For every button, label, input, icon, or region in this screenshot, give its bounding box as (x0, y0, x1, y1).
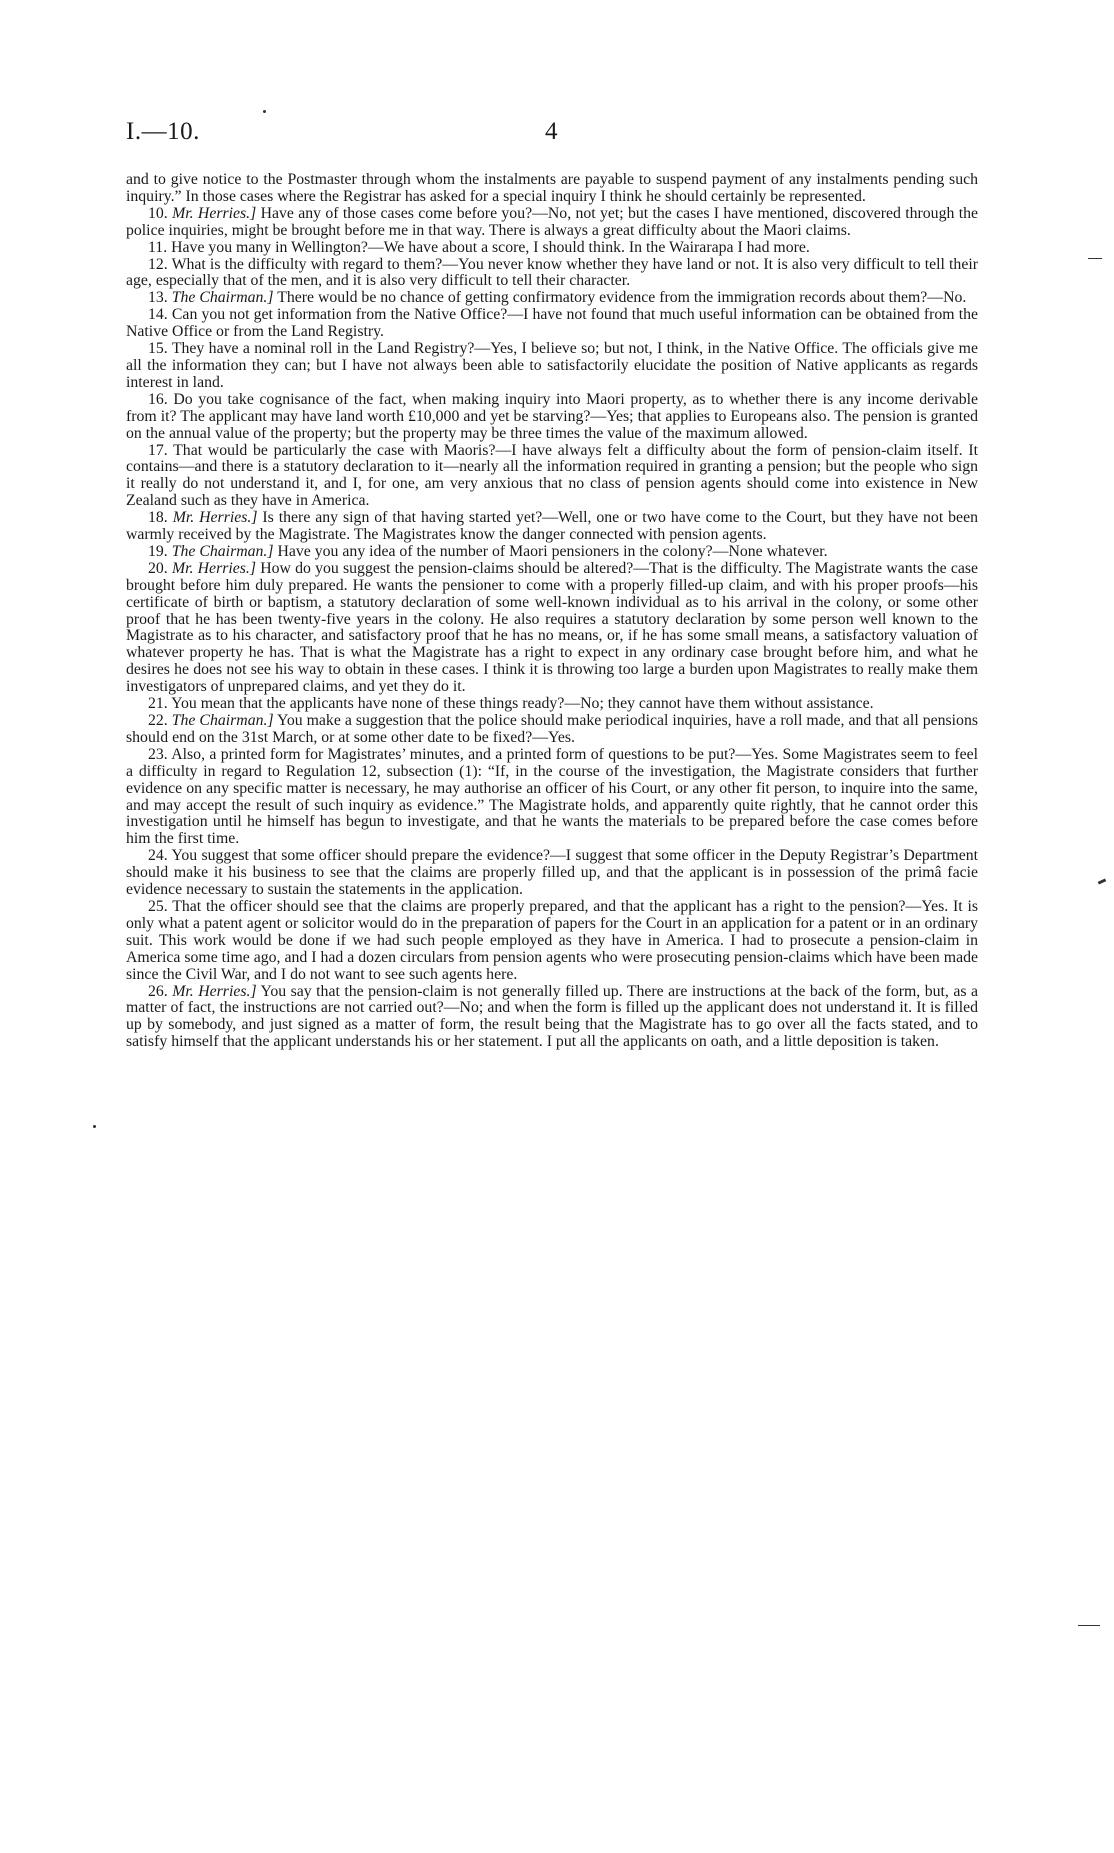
paragraph-10: 10. Mr. Herries.] Have any of those cases come before you?—No, not yet; but the cases I have mentioned, discovered through the police inquiries, might be brought before me in that way. There is always a great difficulty about the Maori claims. (126, 204, 978, 239)
speaker-label: The Chairman.] (171, 289, 274, 307)
page-header-ref: I.—10. (126, 118, 200, 145)
paragraph-24: 24. You suggest that some officer should prepare the evidence?—I suggest that some officer in the Deputy Registrar’s Department should make it his business to see that the claims are properly filled up, and that the applicant is in possession of the primâ facie evidence necessary to sustain the statements in the application. (126, 847, 978, 899)
paragraph-15: 15. They have a nominal roll in the Land Registry?—Yes, I believe so; but not, I think, in the Native Office. The officials give me all the information they can; but I have not always been able to satisfactorily elucidate the position of Native applicants as regards interest in land. (126, 340, 978, 391)
paragraph-16: 16. Do you take cognisance of the fact, when making inquiry into Maori property, as to whether there is any income derivable from it? The applicant may have land worth £10,000 and yet be starving?—Yes; that applies to Europeans also. The pension is granted on the annual value of the property; but the property may be three times the value of the maximum allowed. (126, 390, 978, 442)
speaker-label: Mr. Herries.] (172, 204, 257, 222)
paragraph-continued: and to give notice to the Postmaster through whom the instalments are payable to suspend payment of any instalments pending such inquiry.” In those cases where the Registrar has asked for a special inquiry I think he should certainly be represented. (126, 171, 978, 205)
scan-speck (263, 110, 266, 113)
scan-speck (93, 1125, 96, 1128)
scan-speck (1078, 1625, 1100, 1626)
scan-speck (1098, 878, 1107, 884)
speaker-label: The Chairman.] (171, 712, 274, 729)
paragraph-13: 13. The Chairman.] There would be no chance of getting confirmatory evidence from the immigration records about them?—No. (148, 289, 967, 307)
paragraph-22: 22. The Chairman.] You make a suggestion that the police should make periodical inquiries, have a roll made, and that all pensions should end on the 31st March, or at some other date to be fixed?—Yes. (126, 712, 978, 746)
paragraph-18: 18. Mr. Herries.] Is there any sign of that having started yet?—Well, one or two have come to the Court, but they have not been warmly received by the Magistrate. The Magistrates know the danger connected with pension agents. (126, 509, 978, 544)
paragraph-19: 19. The Chairman.] Have you any idea of the number of Maori pensioners in the colony?—None whatever. (148, 542, 828, 560)
scan-speck (1088, 258, 1102, 259)
paragraph-12: 12. What is the difficulty with regard to them?—You never know whether they have land or not. It is also very difficult to tell their age, especially that of the men, and it is also very difficult to tell their character. (126, 255, 978, 290)
speaker-label: Mr. Herries.] (171, 559, 257, 577)
paragraph-14: 14. Can you not get information from the Native Office?—I have not found that much useful information can be obtained from the Native Office or from the Land Registry. (126, 306, 978, 341)
speaker-label: Mr. Herries.] (172, 982, 257, 1000)
speaker-label: Mr. Herries.] (172, 509, 258, 527)
document-body (126, 172, 978, 1051)
paragraph-11: 11. Have you many in Wellington?—We have about a score, I should think. In the Wairarapa I had more. (148, 238, 810, 256)
paragraph-17: 17. That would be particularly the case with Maoris?—I have always felt a difficulty about the form of pension-claim itself. It contains—and there is a statutory declaration to it—nearly all the information required in granting a pension; but the people who sign it really do not understand it, and I, for one, am very anxious that no class of pension agents should come into existence in New Zealand such as they have in America. (126, 441, 978, 510)
paragraph-21: 21. You mean that the applicants have none of these things ready?—No; they cannot have them without assistance. (148, 695, 874, 713)
paragraph-26: 26. Mr. Herries.] You say that the pension-claim is not generally filled up. There are instructions at the back of the form, but, as a matter of fact, the instructions are not carried out?—No; and when the form is filled up the applicant does not understand it. It is filled up by somebody, and just signed as a matter of form, the result being that the Magistrate has to go over all the facts stated, and to satisfy himself that the applicant understands his or her statement. I put all the applicants on oath, and a little deposition is taken. (126, 982, 978, 1051)
paragraph-20: 20. Mr. Herries.] How do you suggest the pension-claims should be altered?—That is the difficulty. The Magistrate wants the case brought before him duly prepared. He wants the pensioner to come with a properly filled-up claim, and with his proper proofs—his certificate of birth or baptism, a statutory declaration of some well-known individual as to his arrival in the colony, or some other proof that he has been twenty-five years in the colony. He also requires a statutory declaration by some person well known to the Magistrate as to his character, and satisfactory proof that he has no means, or, if he has some small means, a satisfactory valuation of whatever property he has. That is what the Magistrate has a right to expect in any ordinary case brought before him, and what he desires he does not see his way to obtain in these cases. I think it is throwing too large a burden upon Magistrates to really make them investigators of unprepared claims, and yet they do it. (126, 559, 979, 696)
paragraph-23: 23. Also, a printed form for Magistrates’ minutes, and a printed form of questions to be put?—Yes. Some Magistrates seem to feel a difficulty in regard to Regulation 12, subsection (1): “If, in the course of the investigation, the Magistrate considers that further evidence on any specific matter is necessary, he may authorise an officer of his Court, or any other fit person, to inquire into the same, and may accept the result of such inquiry as evidence.” The Magistrate holds, and apparently quite rightly, that he cannot order this investigation until he himself has begun to investigate, and that he wants the materials to be prepared before the case comes before him the first time. (126, 745, 978, 848)
paragraph-25: 25. That the officer should see that the claims are properly prepared, and that the applicant has a right to the pension?—Yes. It is only what a patent agent or solicitor would do in the preparation of papers for the Court in an application for a patent or in an ordinary suit. This work would be done if we had such people employed as they have in America. I had to prosecute a pension-claim in America some time ago, and I had a dozen circulars from pension agents who were prosecuting pension-claims which have been made since the Civil War, and I do not want to see such agents here. (126, 897, 978, 983)
page-number: 4 (545, 118, 558, 145)
speaker-label: The Chairman.] (171, 542, 274, 560)
